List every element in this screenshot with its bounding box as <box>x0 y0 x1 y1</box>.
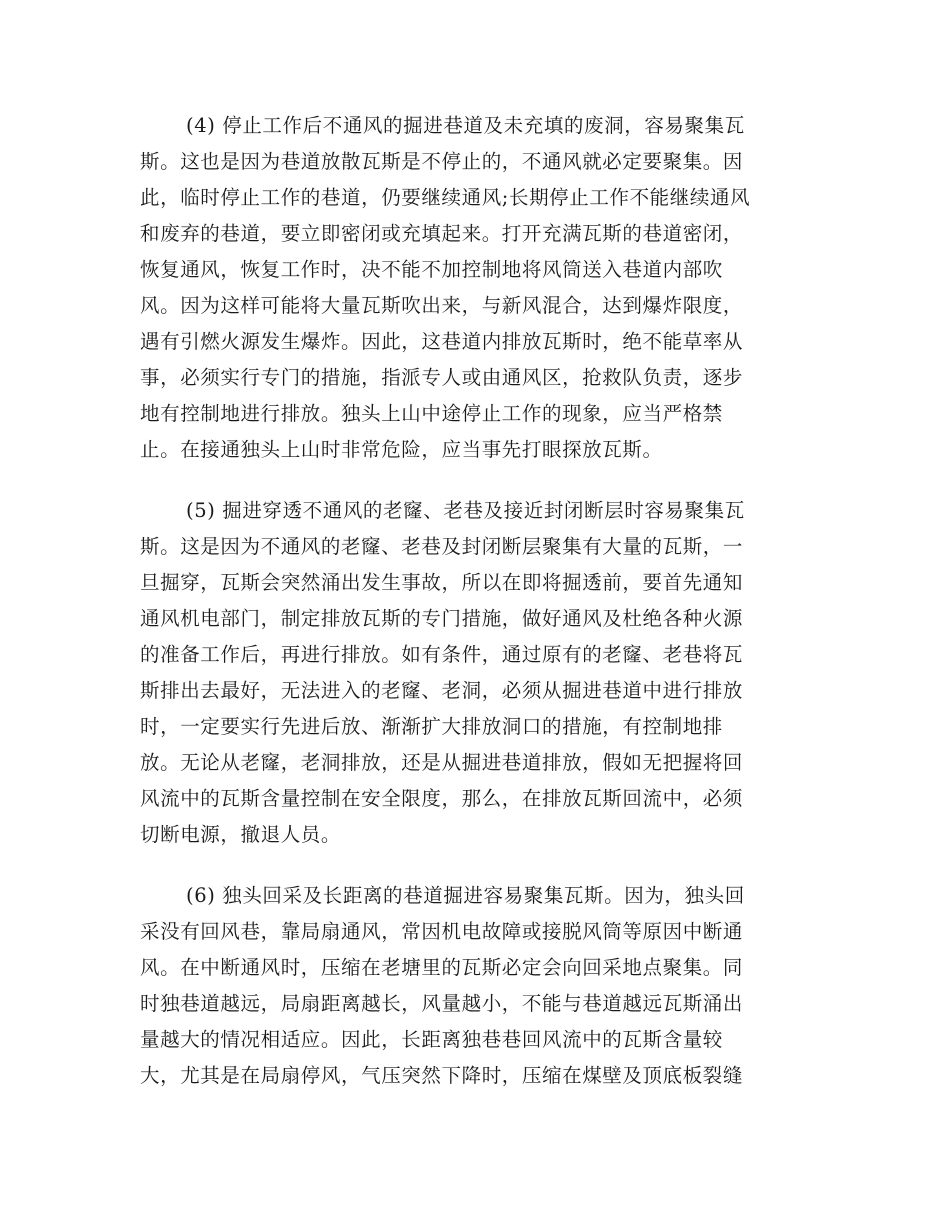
text-line: (5) 掘进穿透不通风的老窿、老巷及接近封闭断层时容易聚集瓦 <box>186 499 745 522</box>
text-line: 量越大的情况相适应。因此，长距离独巷巷回风流中的瓦斯含量较 <box>140 1028 723 1051</box>
text-line: 事，必须实行专门的措施，指派专人或由通风区，抢救队负责，逐步 <box>140 366 744 389</box>
text-line: 旦掘穿，瓦斯会突然涌出发生事故，所以在即将掘透前，要首先通知 <box>140 571 744 594</box>
text-line: 时，一定要实行先进后放、渐渐扩大排放洞口的措施，有控制地排 <box>140 715 723 738</box>
paragraph-5 <box>140 493 810 853</box>
text-line: 斯。这也是因为巷道放散瓦斯是不停止的，不通风就必定要聚集。因 <box>140 150 744 173</box>
paragraph-4 <box>140 108 810 468</box>
text-line: (6) 独头回采及长距离的巷道掘进容易聚集瓦斯。因为，独头回 <box>186 884 745 907</box>
paragraph-6 <box>140 878 810 1094</box>
text-line: 斯。这是因为不通风的老窿、老巷及封闭断层聚集有大量的瓦斯，一 <box>140 535 744 558</box>
text-line: 风。因为这样可能将大量瓦斯吹出来，与新风混合，达到爆炸限度， <box>140 294 744 317</box>
text-line: (4) 停止工作后不通风的掘进巷道及未充填的废洞，容易聚集瓦 <box>186 114 745 137</box>
text-line: 遇有引燃火源发生爆炸。因此，这巷道内排放瓦斯时，绝不能草率从 <box>140 330 744 353</box>
text-line: 地有控制地进行排放。独头上山中途停止工作的现象，应当严格禁 <box>140 402 723 425</box>
text-line: 斯排出去最好，无法进入的老窿、老洞，必须从掘进巷道中进行排放 <box>140 679 744 702</box>
text-line: 风流中的瓦斯含量控制在安全限度，那么，在排放瓦斯回流中，必须 <box>140 787 744 810</box>
text-line: 时独巷道越远，局扇距离越长，风量越小，不能与巷道越远瓦斯涌出 <box>140 992 744 1015</box>
text-line: 放。无论从老窿，老洞排放，还是从掘进巷道排放，假如无把握将回 <box>140 751 744 774</box>
text-line: 切断电源，撤退人员。 <box>140 823 342 846</box>
text-line: 止。在接通独头上山时非常危险，应当事先打眼探放瓦斯。 <box>140 438 663 461</box>
text-line: 恢复通风，恢复工作时，决不能不加控制地将风筒送入巷道内部吹 <box>140 258 723 281</box>
text-line: 此，临时停止工作的巷道，仍要继续通风;长期停止工作不能继续通风 <box>140 186 751 209</box>
text-line: 和废弃的巷道，要立即密闭或充填起来。打开充满瓦斯的巷道密闭， <box>140 222 744 245</box>
text-line: 的准备工作后，再进行排放。如有条件，通过原有的老窿、老巷将瓦 <box>140 643 744 666</box>
text-line: 大，尤其是在局扇停风，气压突然下降时，压缩在煤壁及顶底板裂缝 <box>140 1064 744 1087</box>
text-line: 通风机电部门，制定排放瓦斯的专门措施，做好通风及杜绝各种火源 <box>140 607 744 630</box>
text-line: 风。在中断通风时，压缩在老塘里的瓦斯必定会向回采地点聚集。同 <box>140 956 744 979</box>
text-line: 采没有回风巷，靠局扇通风，常因机电故障或接脱风筒等原因中断通 <box>140 920 744 943</box>
